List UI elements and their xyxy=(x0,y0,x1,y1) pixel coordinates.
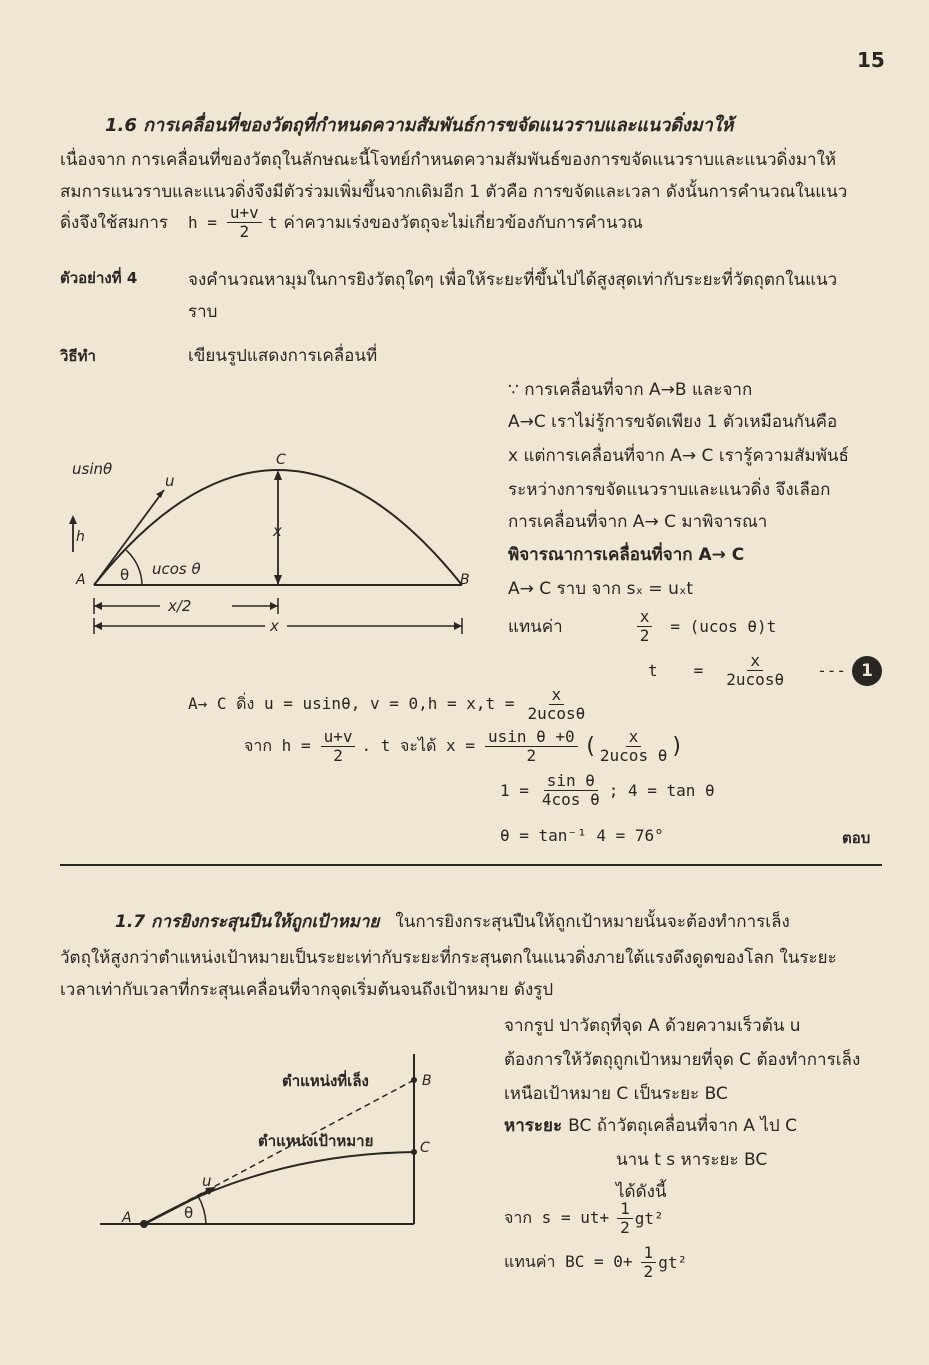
fraction xyxy=(641,1244,657,1281)
fraction xyxy=(617,1200,633,1237)
aiming-figure xyxy=(96,1048,446,1240)
equals: = xyxy=(693,661,704,680)
equation-row xyxy=(648,652,888,689)
text: ดิ่งจึงใช้สมการ xyxy=(60,213,168,233)
section-heading-1-7: 1.7 การยิงกระสุนปืนให้ถูกเป้าหมาย xyxy=(115,912,380,932)
label-x-height: x xyxy=(273,522,282,540)
horizontal-equation: A→ C ราบ จาก sₓ = uₓt xyxy=(508,579,694,599)
label-C: C xyxy=(420,1140,430,1156)
label-B: B xyxy=(422,1073,432,1089)
section-heading-1-7-row xyxy=(115,908,796,935)
arrowhead xyxy=(94,602,102,610)
paragraph-line-equation xyxy=(60,204,649,241)
label-C: C xyxy=(276,452,286,468)
fraction-numerator: x xyxy=(637,608,653,627)
answer-label: ตอบ xyxy=(842,829,871,847)
text-line: ได้ดังนี้ xyxy=(616,1182,667,1202)
fraction-numerator: u+v xyxy=(321,728,356,747)
arrowhead xyxy=(454,622,462,630)
equation-row xyxy=(500,772,721,809)
text-line: เหนือเป้าหมาย C เป็นระยะ BC xyxy=(504,1084,728,1104)
text-line: ∵ การเคลื่อนที่จาก A→B และจาก xyxy=(508,380,753,400)
fraction-numerator: x xyxy=(549,686,565,705)
angle-arc xyxy=(198,1196,206,1224)
label-A: A xyxy=(76,572,86,588)
label-B: B xyxy=(460,572,470,588)
arrowhead xyxy=(274,575,282,585)
fraction-denominator: 2ucos θ xyxy=(599,746,668,765)
equation-text: จาก h = xyxy=(244,736,311,755)
equation-lhs: h = xyxy=(188,213,217,232)
equation-row xyxy=(244,728,690,765)
target-position-label: ตำแหน่งเป้าหมาย xyxy=(258,1132,374,1150)
paragraph-line: สมการแนวราบและแนวดิ่งจึงมีตัวร่วมเพิ่มขึ้นจากเดิมอีก 1 ตัวคือ การขจัดและเวลา ดังนั้นการคำนวณในแนว xyxy=(60,182,848,202)
text-line: x แต่การเคลื่อนที่จาก A→ C เรารู้ความสัมพันธ์ xyxy=(508,446,849,466)
find-label: หาระยะ xyxy=(504,1116,563,1136)
equation-lhs: t xyxy=(648,661,658,680)
fraction xyxy=(524,686,588,723)
fraction-denominator: 2 xyxy=(643,1262,654,1281)
text-line: ระหว่างการขจัดแนวราบและแนวดิ่ง จึงเลือก xyxy=(508,480,831,500)
equation-rhs: = (ucos θ)t xyxy=(670,617,777,636)
fraction-denominator: 2 xyxy=(620,1218,630,1237)
equation-text: จาก s = ut+ xyxy=(504,1208,610,1227)
example-text: จงคำนวณหามุมในการยิงวัตถุใดๆ เพื่อให้ระยะที่ขึ้นไปได้สูงสุดเท่ากับระยะที่วัตถุตกในแนว xyxy=(188,270,838,290)
fraction xyxy=(539,772,603,809)
arrowhead xyxy=(270,602,278,610)
fraction xyxy=(227,204,262,241)
equation-text: . t จะได้ x = xyxy=(361,736,475,755)
equation-row xyxy=(504,1200,670,1237)
text-line: การเคลื่อนที่จาก A→ C มาพิจารณา xyxy=(508,512,768,532)
label-u: u xyxy=(165,472,175,490)
text-line: A→C เราไม่รู้การขจัดเพียง 1 ตัวเหมือนกันคือ xyxy=(508,412,838,432)
fraction-numerator: 1 xyxy=(641,1244,657,1263)
arrowhead xyxy=(94,622,102,630)
section-heading-1-6: 1.6 การเคลื่อนที่ของวัตถุที่กำหนดความสัมพันธ์การขจัดแนวราบและแนวดิ่งมาให้ xyxy=(105,115,734,136)
label-ucos: ucos θ xyxy=(152,560,201,578)
equation-var: t xyxy=(267,213,278,232)
dash: --- xyxy=(817,661,846,680)
equation-text: 1 = xyxy=(500,781,529,800)
fraction-numerator: x xyxy=(747,652,763,671)
aim-position-label: ตำแหน่งที่เล็ง xyxy=(282,1072,369,1090)
paragraph-line: วัตถุให้สูงกว่าตำแหน่งเป้าหมายเป็นระยะเท่ากับระยะที่กระสุนตกในแนวดิ่งภายใต้แรงดึงดูดของโลก ในระยะ xyxy=(60,948,837,968)
point-C xyxy=(411,1149,417,1155)
text: ค่าความเร่งของวัตถุจะไม่เกี่ยวข้องกับการคำนวณ xyxy=(283,213,643,233)
fraction xyxy=(597,728,670,765)
label-h: h xyxy=(76,529,85,545)
fraction-denominator: 2 xyxy=(333,746,343,765)
fraction-numerator: usin θ +0 xyxy=(485,728,578,747)
paragraph-line: เนื่องจาก การเคลื่อนที่ของวัตถุในลักษณะนี้โจทย์กำหนดความสัมพันธ์ของการขจัดแนวราบและแนวดิ่งมาให้ xyxy=(60,150,837,170)
fraction-denominator: 2 xyxy=(526,746,537,765)
equation-row xyxy=(504,1244,693,1281)
arrowhead xyxy=(274,470,282,480)
label-u: u xyxy=(202,1172,212,1190)
fraction xyxy=(485,728,578,765)
trajectory-figure xyxy=(60,440,480,650)
result-equation: θ = tan⁻¹ 4 = 76° xyxy=(500,826,664,845)
equation-text: gt² xyxy=(658,1253,688,1272)
label-usin: usinθ xyxy=(72,460,113,478)
label-A: A xyxy=(122,1210,132,1226)
text: ในการยิงกระสุนปืนให้ถูกเป้าหมายนั้นจะต้องทำการเล็ง xyxy=(395,912,790,932)
equation-text: A→ C ดิ่ง u = usinθ, v = 0,h = x,t = xyxy=(188,694,515,713)
example-label: ตัวอย่างที่ 4 xyxy=(60,269,138,287)
solution-label: วิธีทำ xyxy=(60,347,96,365)
equation-text: ; 4 = tan θ xyxy=(608,781,715,800)
point-B xyxy=(411,1077,417,1083)
page-number: 15 xyxy=(857,48,885,72)
text-line: นาน t s หาระยะ BC xyxy=(616,1150,768,1170)
arrowhead xyxy=(69,515,77,524)
fraction-denominator: 2 xyxy=(239,222,250,241)
label-theta: θ xyxy=(120,566,130,584)
equation-row xyxy=(188,686,594,723)
fraction-numerator: x xyxy=(626,728,642,747)
fraction xyxy=(723,652,787,689)
text-line-bold: พิจารณาการเคลื่อนที่จาก A→ C xyxy=(508,545,745,565)
arrowhead xyxy=(156,490,164,498)
label-x-half: x/2 xyxy=(168,597,192,615)
fraction-denominator: 2 xyxy=(639,626,650,645)
find-line xyxy=(504,1112,803,1139)
fraction-numerator: sin θ xyxy=(544,772,598,791)
solution-text: เขียนรูปแสดงการเคลื่อนที่ xyxy=(188,346,378,366)
label-theta: θ xyxy=(184,1204,194,1222)
text-line: จากรูป ปาวัตถุที่จุด A ด้วยความเร็วต้น u xyxy=(504,1016,801,1036)
paren-open: ( xyxy=(583,734,597,759)
fraction-denominator: 2ucosθ xyxy=(726,670,785,689)
text: BC ถ้าวัตถุเคลื่อนที่จาก A ไป C xyxy=(568,1116,797,1136)
paragraph-line: เวลาเท่ากับเวลาที่กระสุนเคลื่อนที่จากจุดเริ่มต้นจนถึงเป้าหมาย ดังรูป xyxy=(60,980,554,1000)
paren-close: ) xyxy=(670,734,684,759)
velocity-vector xyxy=(144,1188,214,1224)
fraction-numerator: 1 xyxy=(617,1200,633,1219)
fraction-denominator: 4cos θ xyxy=(541,790,600,809)
fraction-denominator: 2ucosθ xyxy=(527,704,586,723)
text-line: ต้องการให้วัตถุถูกเป้าหมายที่จุด C ต้องทำการเล็ง xyxy=(504,1050,861,1070)
section-divider xyxy=(60,864,882,866)
equation-row xyxy=(508,608,782,645)
fraction-numerator: u+v xyxy=(227,204,262,223)
fraction xyxy=(637,608,653,645)
equation-number-badge: 1 xyxy=(852,656,882,686)
text: แทนค่า xyxy=(508,617,563,637)
equation-text: แทนค่า BC = 0+ xyxy=(504,1252,633,1271)
fraction xyxy=(321,728,356,765)
equation-text: gt² xyxy=(634,1209,664,1228)
label-x-full: x xyxy=(270,617,279,635)
example-text: ราบ xyxy=(188,302,218,322)
